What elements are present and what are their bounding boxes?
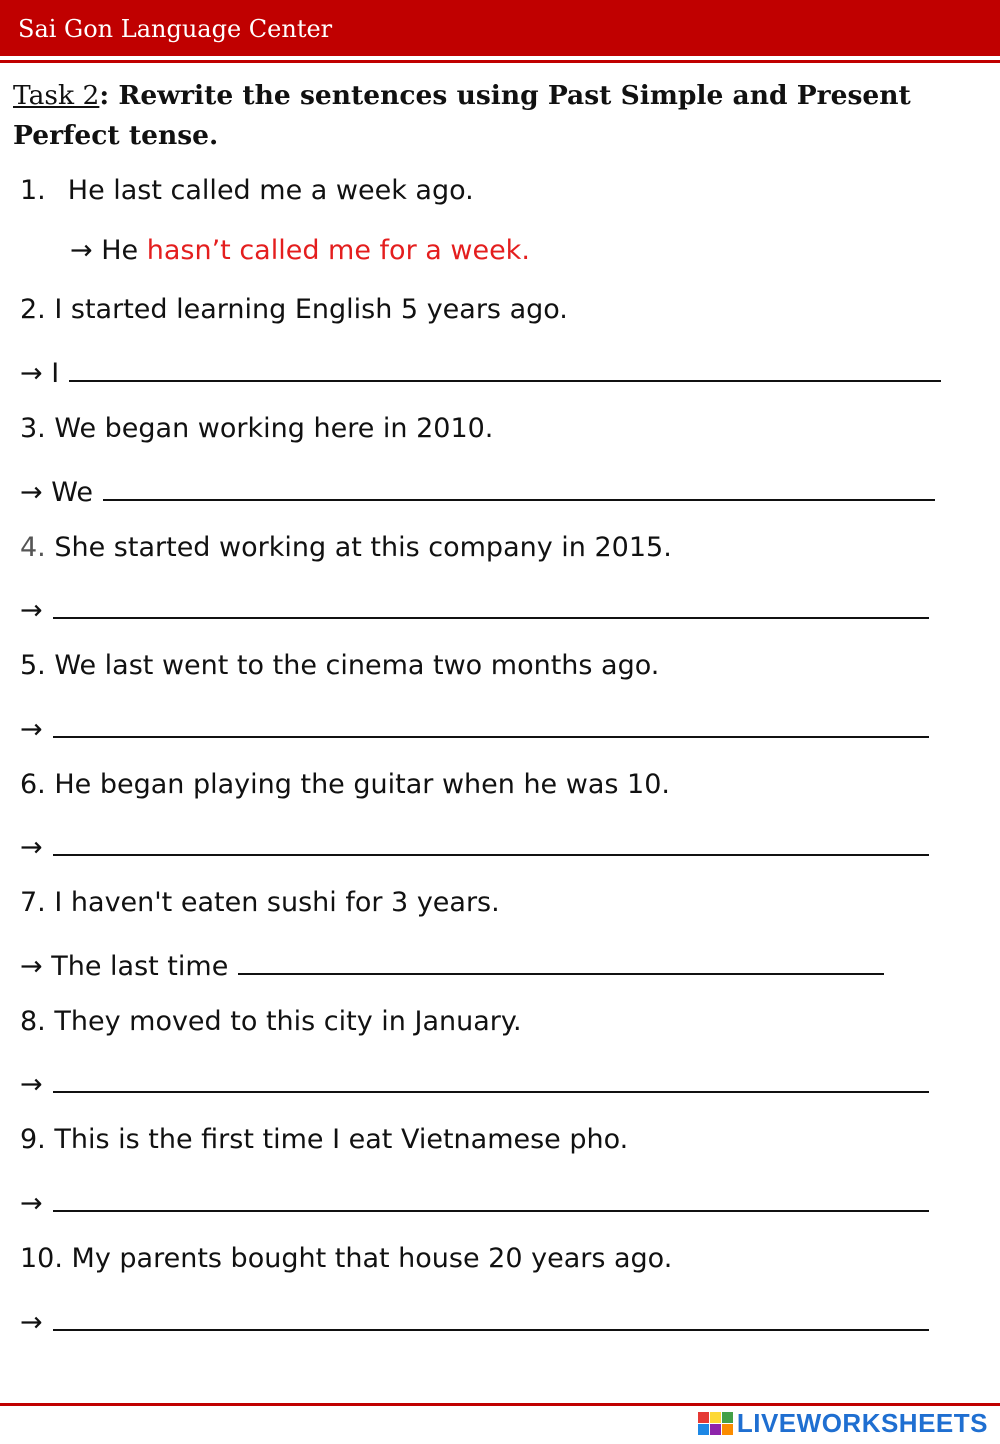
answer-1 bbox=[70, 231, 530, 271]
answer-prefix: We bbox=[51, 477, 93, 508]
answer-text: hasn’t called me for a week. bbox=[146, 235, 530, 266]
question-sentence: He began playing the guitar when he was 10. bbox=[54, 769, 670, 800]
arrow-icon: → bbox=[20, 832, 43, 863]
liveworksheets-logo-icon bbox=[698, 1412, 733, 1435]
question-sentence: We last went to the cinema two months ago. bbox=[54, 650, 660, 681]
answer-blank[interactable] bbox=[53, 1061, 929, 1093]
question-number: 4. bbox=[20, 532, 46, 563]
logo-square bbox=[710, 1424, 721, 1435]
question-5 bbox=[20, 646, 659, 686]
task-label: Task 2 bbox=[13, 80, 100, 111]
question-2 bbox=[20, 290, 568, 330]
question-sentence: I haven't eaten sushi for 3 years. bbox=[54, 887, 500, 918]
arrow-icon: → bbox=[20, 358, 43, 389]
task-heading bbox=[13, 76, 988, 156]
answer-blank[interactable] bbox=[53, 1299, 929, 1331]
arrow-icon: → bbox=[70, 235, 93, 266]
answer-2 bbox=[20, 350, 941, 390]
answer-4 bbox=[20, 587, 929, 627]
question-number: 6. bbox=[20, 769, 46, 800]
question-number: 10. bbox=[20, 1243, 63, 1274]
header-divider bbox=[0, 60, 1000, 63]
arrow-icon: → bbox=[20, 714, 43, 745]
question-sentence: This is the first time I eat Vietnamese pho. bbox=[54, 1124, 629, 1155]
question-number: 8. bbox=[20, 1006, 46, 1037]
answer-8 bbox=[20, 1061, 929, 1101]
question-9 bbox=[20, 1120, 628, 1160]
question-number: 2. bbox=[20, 294, 46, 325]
arrow-icon: → bbox=[20, 951, 43, 982]
question-8 bbox=[20, 1002, 522, 1042]
logo-square bbox=[698, 1424, 709, 1435]
logo-square bbox=[710, 1412, 721, 1423]
question-sentence: He last called me a week ago. bbox=[67, 175, 474, 206]
arrow-icon: → bbox=[20, 477, 43, 508]
question-sentence: She started working at this company in 2015. bbox=[54, 532, 672, 563]
liveworksheets-brand[interactable] bbox=[698, 1406, 988, 1440]
header-title: Sai Gon Language Center bbox=[18, 15, 333, 43]
question-sentence: We began working here in 2010. bbox=[54, 413, 494, 444]
answer-6 bbox=[20, 824, 929, 864]
answer-9 bbox=[20, 1180, 929, 1220]
question-7 bbox=[20, 883, 500, 923]
arrow-icon: → bbox=[20, 1307, 43, 1338]
answer-3 bbox=[20, 469, 935, 509]
question-number: 3. bbox=[20, 413, 46, 444]
logo-square bbox=[722, 1424, 733, 1435]
question-number: 9. bbox=[20, 1124, 46, 1155]
answer-blank[interactable] bbox=[53, 706, 929, 738]
answer-blank[interactable] bbox=[69, 350, 941, 382]
brand-name: LIVEWORKSHEETS bbox=[736, 1407, 988, 1438]
answer-blank[interactable] bbox=[53, 587, 929, 619]
arrow-icon: → bbox=[20, 1069, 43, 1100]
question-sentence: They moved to this city in January. bbox=[54, 1006, 522, 1037]
question-4 bbox=[20, 528, 672, 568]
question-sentence: I started learning English 5 years ago. bbox=[54, 294, 568, 325]
answer-prefix: I bbox=[51, 358, 60, 389]
question-number: 5. bbox=[20, 650, 46, 681]
question-3 bbox=[20, 409, 493, 449]
answer-blank[interactable] bbox=[53, 824, 929, 856]
answer-blank[interactable] bbox=[103, 469, 935, 501]
answer-5 bbox=[20, 706, 929, 746]
answer-prefix: The last time bbox=[51, 951, 229, 982]
question-6 bbox=[20, 765, 670, 805]
question-1 bbox=[20, 171, 474, 211]
answer-7 bbox=[20, 943, 884, 983]
task-instruction: : Rewrite the sentences using Past Simple and Present Perfect tense. bbox=[13, 80, 911, 151]
answer-prefix: He bbox=[101, 235, 139, 266]
arrow-icon: → bbox=[20, 1188, 43, 1219]
question-sentence: My parents bought that house 20 years ago. bbox=[71, 1243, 673, 1274]
answer-blank[interactable] bbox=[53, 1180, 929, 1212]
header-bar bbox=[0, 0, 1000, 56]
answer-10 bbox=[20, 1299, 929, 1339]
question-number: 1. bbox=[20, 175, 46, 206]
question-10 bbox=[20, 1239, 672, 1279]
answer-blank[interactable] bbox=[238, 943, 884, 975]
arrow-icon: → bbox=[20, 595, 43, 626]
logo-square bbox=[698, 1412, 709, 1423]
question-number: 7. bbox=[20, 887, 46, 918]
logo-square bbox=[722, 1412, 733, 1423]
